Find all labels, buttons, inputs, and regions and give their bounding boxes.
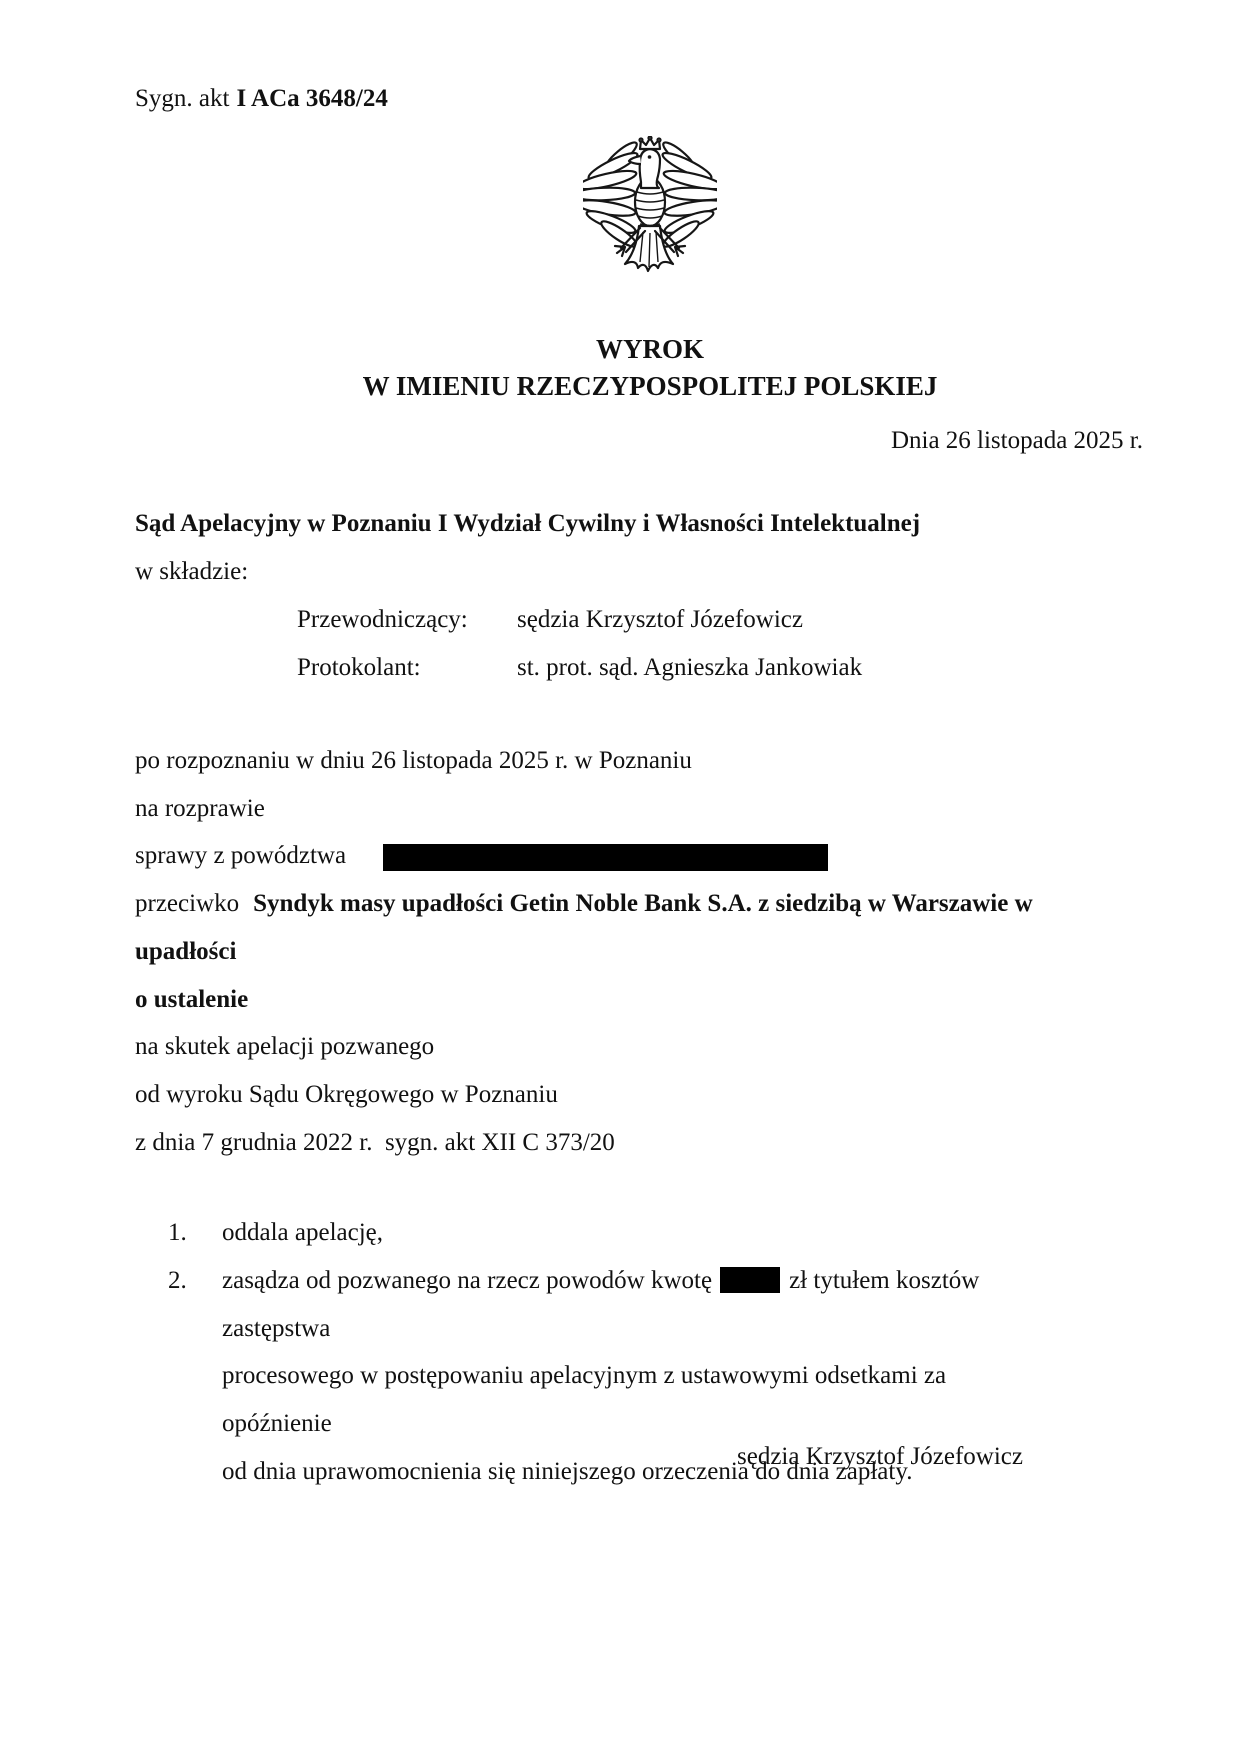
- decision-item-1: [168, 1209, 1042, 1257]
- judgment-title: [363, 331, 938, 405]
- judge-signature: sędzia Krzysztof Józefowicz: [737, 1443, 1023, 1470]
- decision-item-2-line2: procesowego w postępowaniu apelacyjnym z ustawowymi odsetkami za opóźnienie: [222, 1362, 947, 1438]
- presiding-judge-name: sędzia Krzysztof Józefowicz: [517, 606, 803, 633]
- clerk-name: st. prot. sąd. Agnieszka Jankowiak: [517, 654, 863, 681]
- case-reference-label: Sygn. akt: [135, 85, 230, 112]
- recital-plaintiff-line: [135, 842, 346, 870]
- case-reference-line: [135, 85, 388, 113]
- panel-row-presiding: [297, 606, 1057, 634]
- defendant-prefix: przeciwko: [135, 890, 240, 917]
- recital-hearing-type: na rozprawie: [135, 795, 265, 822]
- defendant-name-part2: upadłości: [135, 938, 237, 965]
- composition-intro: w składzie:: [135, 558, 249, 585]
- plaintiff-label: sprawy z powództwa: [135, 842, 347, 869]
- recital-appealed-court: od wyroku Sądu Okręgowego w Poznaniu: [135, 1081, 558, 1108]
- panel-row-clerk: [297, 654, 1057, 682]
- case-reference-number: I ACa 3648/24: [236, 85, 388, 112]
- case-subject: o ustalenie: [135, 986, 249, 1013]
- decision-item-2-line1: [222, 1257, 1042, 1352]
- decision-item-1-number: 1.: [168, 1219, 187, 1246]
- polish-eagle-coat-of-arms-icon: [583, 136, 717, 283]
- recital-appealed-judgment-ref: z dnia 7 grudnia 2022 r. sygn. akt XII C 373/20: [135, 1129, 615, 1156]
- decision-item-2-line3: od dnia uprawomocnienia się niniejszego orzeczenia do dnia zapłaty.: [222, 1457, 913, 1485]
- presiding-judge-label: Przewodniczący:: [297, 606, 468, 633]
- plaintiff-redaction-bar: [383, 844, 828, 871]
- decision-item-2-text-before-amount: zasądza od pozwanego na rzecz powodów kwotę: [222, 1267, 713, 1294]
- defendant-name-part1: Syndyk masy upadłości Getin Noble Bank S.A. z siedzibą w Warszawie w: [253, 890, 1033, 917]
- judgment-title-formula: W IMIENIU RZECZYPOSPOLITEJ POLSKIEJ: [362, 371, 938, 401]
- decision-item-2-text-after-amount: zł tytułem kosztów zastępstwa: [222, 1267, 980, 1342]
- clerk-label: Protokolant:: [297, 654, 421, 681]
- recital-appeal-source: na skutek apelacji pozwanego: [135, 1033, 435, 1060]
- court-name: Sąd Apelacyjny w Poznaniu I Wydział Cywilny i Własności Intelektualnej: [135, 510, 921, 537]
- recital-defendant-line: [135, 890, 1033, 918]
- recital-hearing-date: po rozpoznaniu w dniu 26 listopada 2025 r. w Poznaniu: [135, 747, 692, 774]
- judgment-title-word: WYROK: [596, 334, 704, 364]
- decision-item-2-number: 2.: [168, 1267, 187, 1294]
- amount-redaction-bar: [720, 1267, 780, 1293]
- judgment-date: Dnia 26 listopada 2025 r.: [890, 427, 1143, 454]
- decision-item-1-text: oddala apelację,: [222, 1219, 384, 1246]
